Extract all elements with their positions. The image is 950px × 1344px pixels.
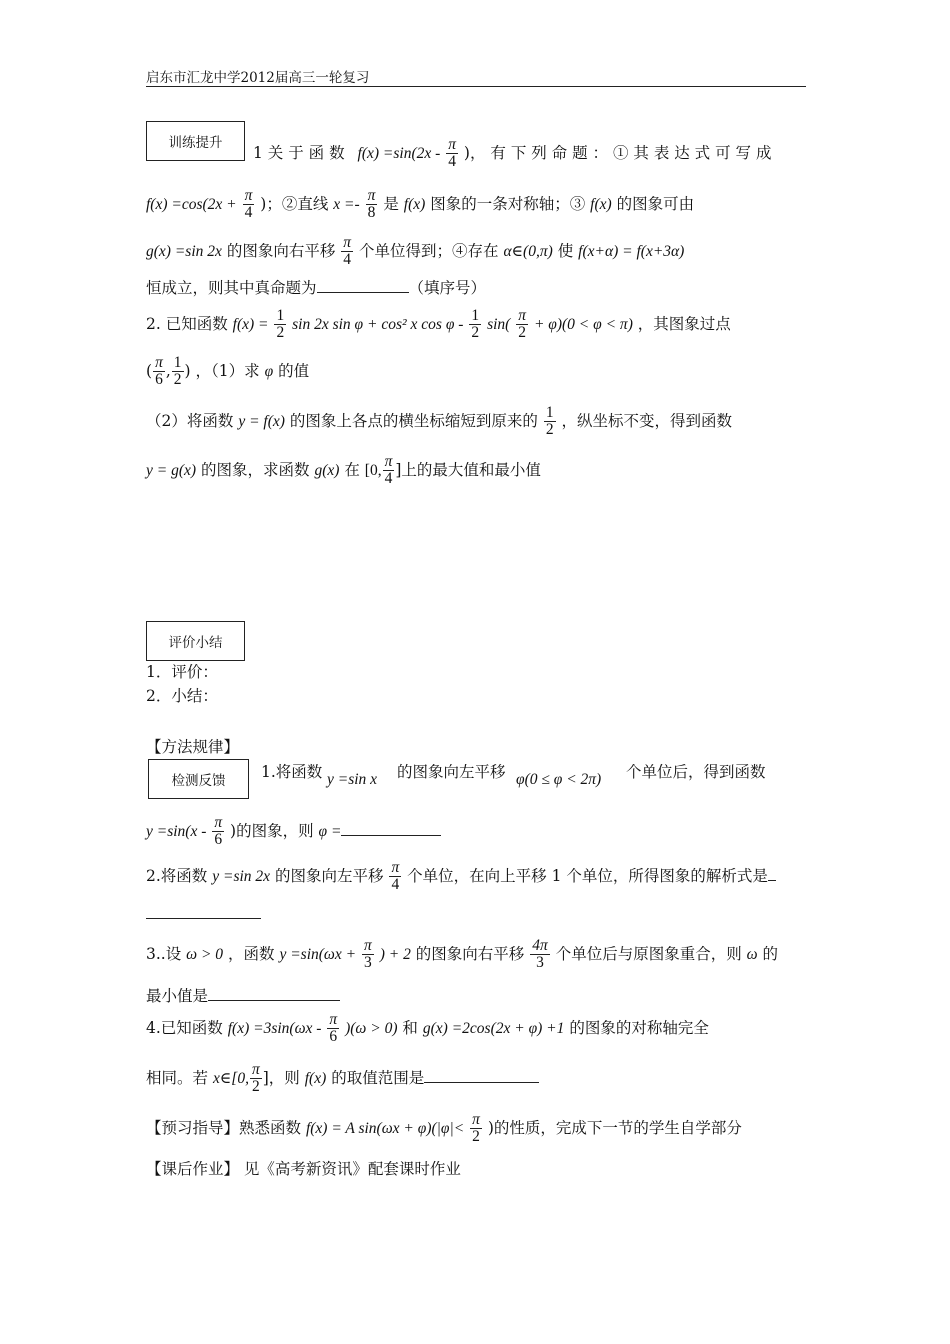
- fraction: $\frac{\pi}{4}$: [244, 187, 253, 222]
- fb4-line2: 相同。若 x∈[0, $\frac{\pi}{2}$ ]，则 f(x) 的取值范围是: [146, 1062, 539, 1096]
- method-heading: 【方法规律】: [146, 738, 240, 756]
- p2-line4: y = g(x) 的图象，求函数 g(x) 在 [0, $\frac{\pi}{4}$ ]上的最大值和最小值: [146, 453, 541, 488]
- fb1-phi-range: φ(0 ≤ φ < 2π): [516, 771, 602, 788]
- p1-line2: f(x) =cos(2x + $\frac{\pi}{4}$ )；②直线 x =- $\frac{\pi}{8}$ 是 f(x) 图象的一条对称轴；③ f(x) 的图象可由: [146, 187, 695, 222]
- fraction: $\frac{1}{2}$: [471, 307, 480, 342]
- p1-line3: g(x) =sin 2x 的图象向右平移 $\frac{\pi}{4}$ 个单位得到；④存在 α∈(0,π) 使 f(x+α) = f(x+3α): [146, 234, 685, 269]
- fraction: $\frac{\pi}{4}$: [343, 234, 352, 269]
- fraction: $\frac{\pi}{4}$: [448, 136, 456, 171]
- fraction: $\frac{\pi}{4}$: [391, 859, 400, 894]
- fb4-line1: 4.已知函数 f(x) =3sin(ωx - $\frac{\pi}{6}$ )(ω > 0) 和 g(x) =2cos(2x + φ) +1 的图象的对称轴完全: [146, 1011, 709, 1046]
- summary-evaluate: 1．评价：: [146, 663, 218, 681]
- fraction: $\frac{4\pi}{3}$: [532, 937, 548, 972]
- fraction: $\frac{\pi}{6}$: [329, 1011, 338, 1046]
- homework-line: 【课后作业】 见《高考新资讯》配套课时作业: [146, 1160, 461, 1178]
- evaluate-box: 评价小结: [146, 621, 245, 661]
- fb2-line2: [146, 904, 261, 923]
- p2-line1: 2. 已知函数 f(x) = $\frac{1}{2}$ sin 2x sin φ + cos² x cos φ - $\frac{1}{2}$ sin( $\frac{\pi}{2}$ + φ)(0 < φ < π) ，其图象过点: [146, 307, 731, 342]
- fb1-result: 个单位后，得到函数: [626, 763, 766, 781]
- fb3-line1: 3..设 ω > 0 ，函数 y =sin(ωx + $\frac{\pi}{3}$ ) + 2 的图象向右平移 $\frac{4\pi}{3}$ 个单位后与原图象重合，则 ω 的: [146, 937, 779, 972]
- fraction: $\frac{\pi}{2}$: [518, 307, 527, 342]
- page-header: 启东市汇龙中学2012届高三一轮复习: [146, 70, 370, 86]
- fb1-line1: 1.将函数: [261, 763, 323, 781]
- fraction: $\frac{\pi}{6}$: [155, 354, 163, 389]
- answer-blank[interactable]: [768, 866, 776, 881]
- fb2-line1: 2.将函数 y =sin 2x 的图象向左平移 $\frac{\pi}{4}$ 个单位，在向上平移 1 个单位，所得图象的解析式是: [146, 860, 776, 894]
- fb1-line2: y =sin(x - $\frac{\pi}{6}$ )的图象，则 φ =: [146, 815, 441, 849]
- p1-line1: 1 关 于 函 数 f(x) =sin(2x - $\frac{\pi}{4}$ )， 有 下 列 命 题 ： ① 其 表 达 式 可 写 成: [253, 136, 772, 171]
- training-box: 训练提升: [146, 121, 245, 161]
- header-rule: [146, 86, 806, 87]
- summary-conclusion: 2．小结：: [146, 687, 218, 705]
- p1-line4: 恒成立，则其中真命题为 （填序号）: [146, 279, 487, 297]
- fraction: $\frac{\pi}{4}$: [384, 453, 393, 488]
- answer-blank[interactable]: [146, 904, 261, 919]
- fraction: $\frac{1}{2}$: [545, 404, 554, 439]
- fb1-shift: 的图象向左平移: [397, 763, 506, 781]
- fraction: $\frac{\pi}{3}$: [364, 937, 372, 972]
- fraction: $\frac{\pi}{8}$: [367, 187, 376, 222]
- p2-line2: ( $\frac{\pi}{6}$ , $\frac{1}{2}$ ) ，（1）求 φ 的值: [146, 354, 310, 389]
- fraction: $\frac{\pi}{2}$: [251, 1061, 260, 1096]
- answer-blank[interactable]: [208, 986, 340, 1001]
- answer-blank[interactable]: [341, 821, 441, 836]
- answer-blank[interactable]: [424, 1068, 539, 1083]
- fb3-line2: 最小值是: [146, 984, 340, 1006]
- fraction: $\frac{\pi}{6}$: [214, 814, 223, 849]
- preview-line: 【预习指导】熟悉函数 f(x) = A sin(ωx + φ)(|φ|< $\frac{\pi}{2}$ )的性质，完成下一节的学生自学部分: [146, 1111, 742, 1146]
- fraction: $\frac{1}{2}$: [173, 354, 182, 389]
- answer-blank[interactable]: [317, 278, 409, 293]
- feedback-box: 检测反馈: [148, 759, 249, 799]
- fraction: $\frac{1}{2}$: [276, 307, 285, 342]
- fb1-func: y =sin x: [327, 771, 378, 788]
- fraction: $\frac{\pi}{2}$: [472, 1111, 480, 1146]
- p2-line3: （2）将函数 y = f(x) 的图象上各点的横坐标缩短到原来的 $\frac{1}{2}$ ，纵坐标不变，得到函数: [146, 404, 733, 439]
